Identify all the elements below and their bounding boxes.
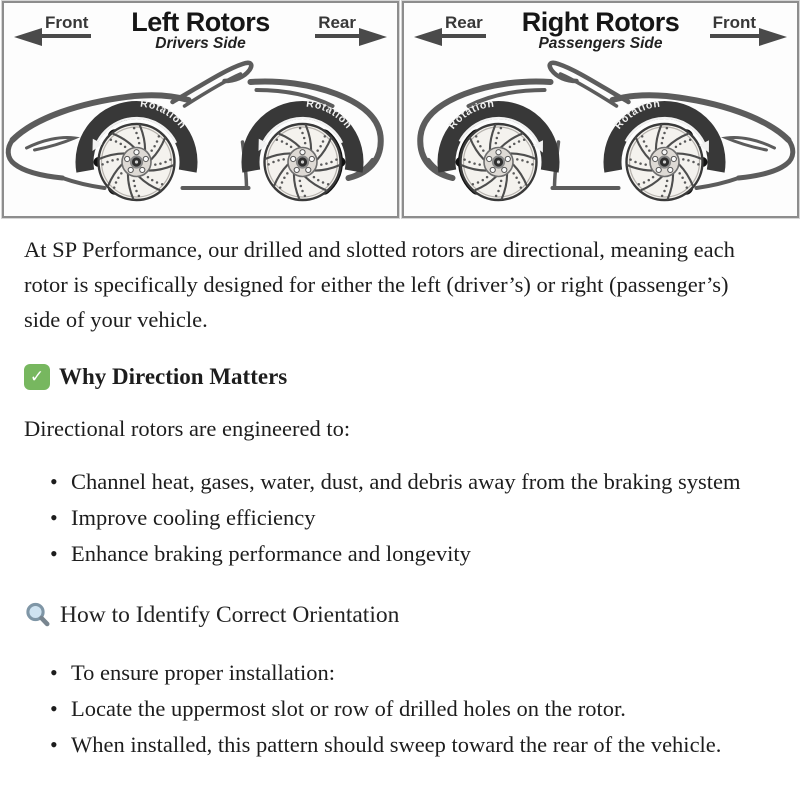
panel-title: Right Rotors	[521, 7, 680, 37]
direction-label-text: Front	[710, 13, 759, 38]
car-side-view-drawing	[4, 56, 397, 214]
svg-text:Rotation: Rotation	[305, 97, 355, 132]
svg-text:Rotation: Rotation	[139, 97, 189, 132]
intro-paragraph: At SP Performance, our drilled and slotted rotors are directional, meaning each rotor is specifically designed for either the left (driver’s) or right (passenger’s) side of your vehicle.	[24, 237, 735, 332]
car-side-view-drawing	[404, 56, 797, 214]
panel-header	[404, 3, 797, 55]
panel-subtitle: Drivers Side	[155, 35, 246, 52]
orientation-list	[24, 655, 764, 762]
heading-text: Why Direction Matters	[59, 364, 288, 389]
list-item: • Enhance braking performance and longevity	[50, 536, 764, 571]
right-rotors-panel	[402, 1, 799, 218]
svg-text:Rotation: Rotation	[612, 97, 662, 132]
rotor-direction-diagram	[0, 0, 800, 218]
article-body	[0, 218, 800, 762]
list-item: • Improve cooling efficiency	[50, 500, 764, 535]
section-heading-how-to-identify	[24, 601, 774, 629]
direction-label-text: Rear	[315, 13, 359, 38]
svg-text:Rotation: Rotation	[446, 97, 496, 132]
right-arrow-icon	[359, 28, 387, 46]
panel-subtitle: Passengers Side	[538, 35, 663, 52]
section-lead: Directional rotors are engineered to:	[24, 416, 351, 441]
rear-direction-label	[315, 13, 387, 38]
panel-header	[4, 3, 397, 55]
list-item: • When installed, this pattern should sweep toward the rear of the vehicle.	[50, 727, 764, 762]
check-mark-icon: ✓	[24, 364, 50, 390]
list-item: • Channel heat, gases, water, dust, and debris away from the braking system	[50, 464, 764, 499]
panel-title: Left Rotors	[131, 7, 270, 37]
direction-label-text: Rear	[442, 13, 486, 38]
magnifying-glass-icon	[24, 601, 52, 629]
right-arrow-icon	[759, 28, 787, 46]
front-direction-label	[710, 13, 787, 38]
benefits-list	[24, 464, 764, 571]
list-item: • Locate the uppermost slot or row of drilled holes on the rotor.	[50, 691, 764, 726]
section-heading-why-direction-matters	[24, 364, 774, 390]
list-item: • To ensure proper installation:	[50, 655, 764, 690]
left-rotors-panel	[2, 1, 399, 218]
heading-text: How to Identify Correct Orientation	[60, 601, 400, 628]
direction-label-text: Front	[42, 13, 91, 38]
